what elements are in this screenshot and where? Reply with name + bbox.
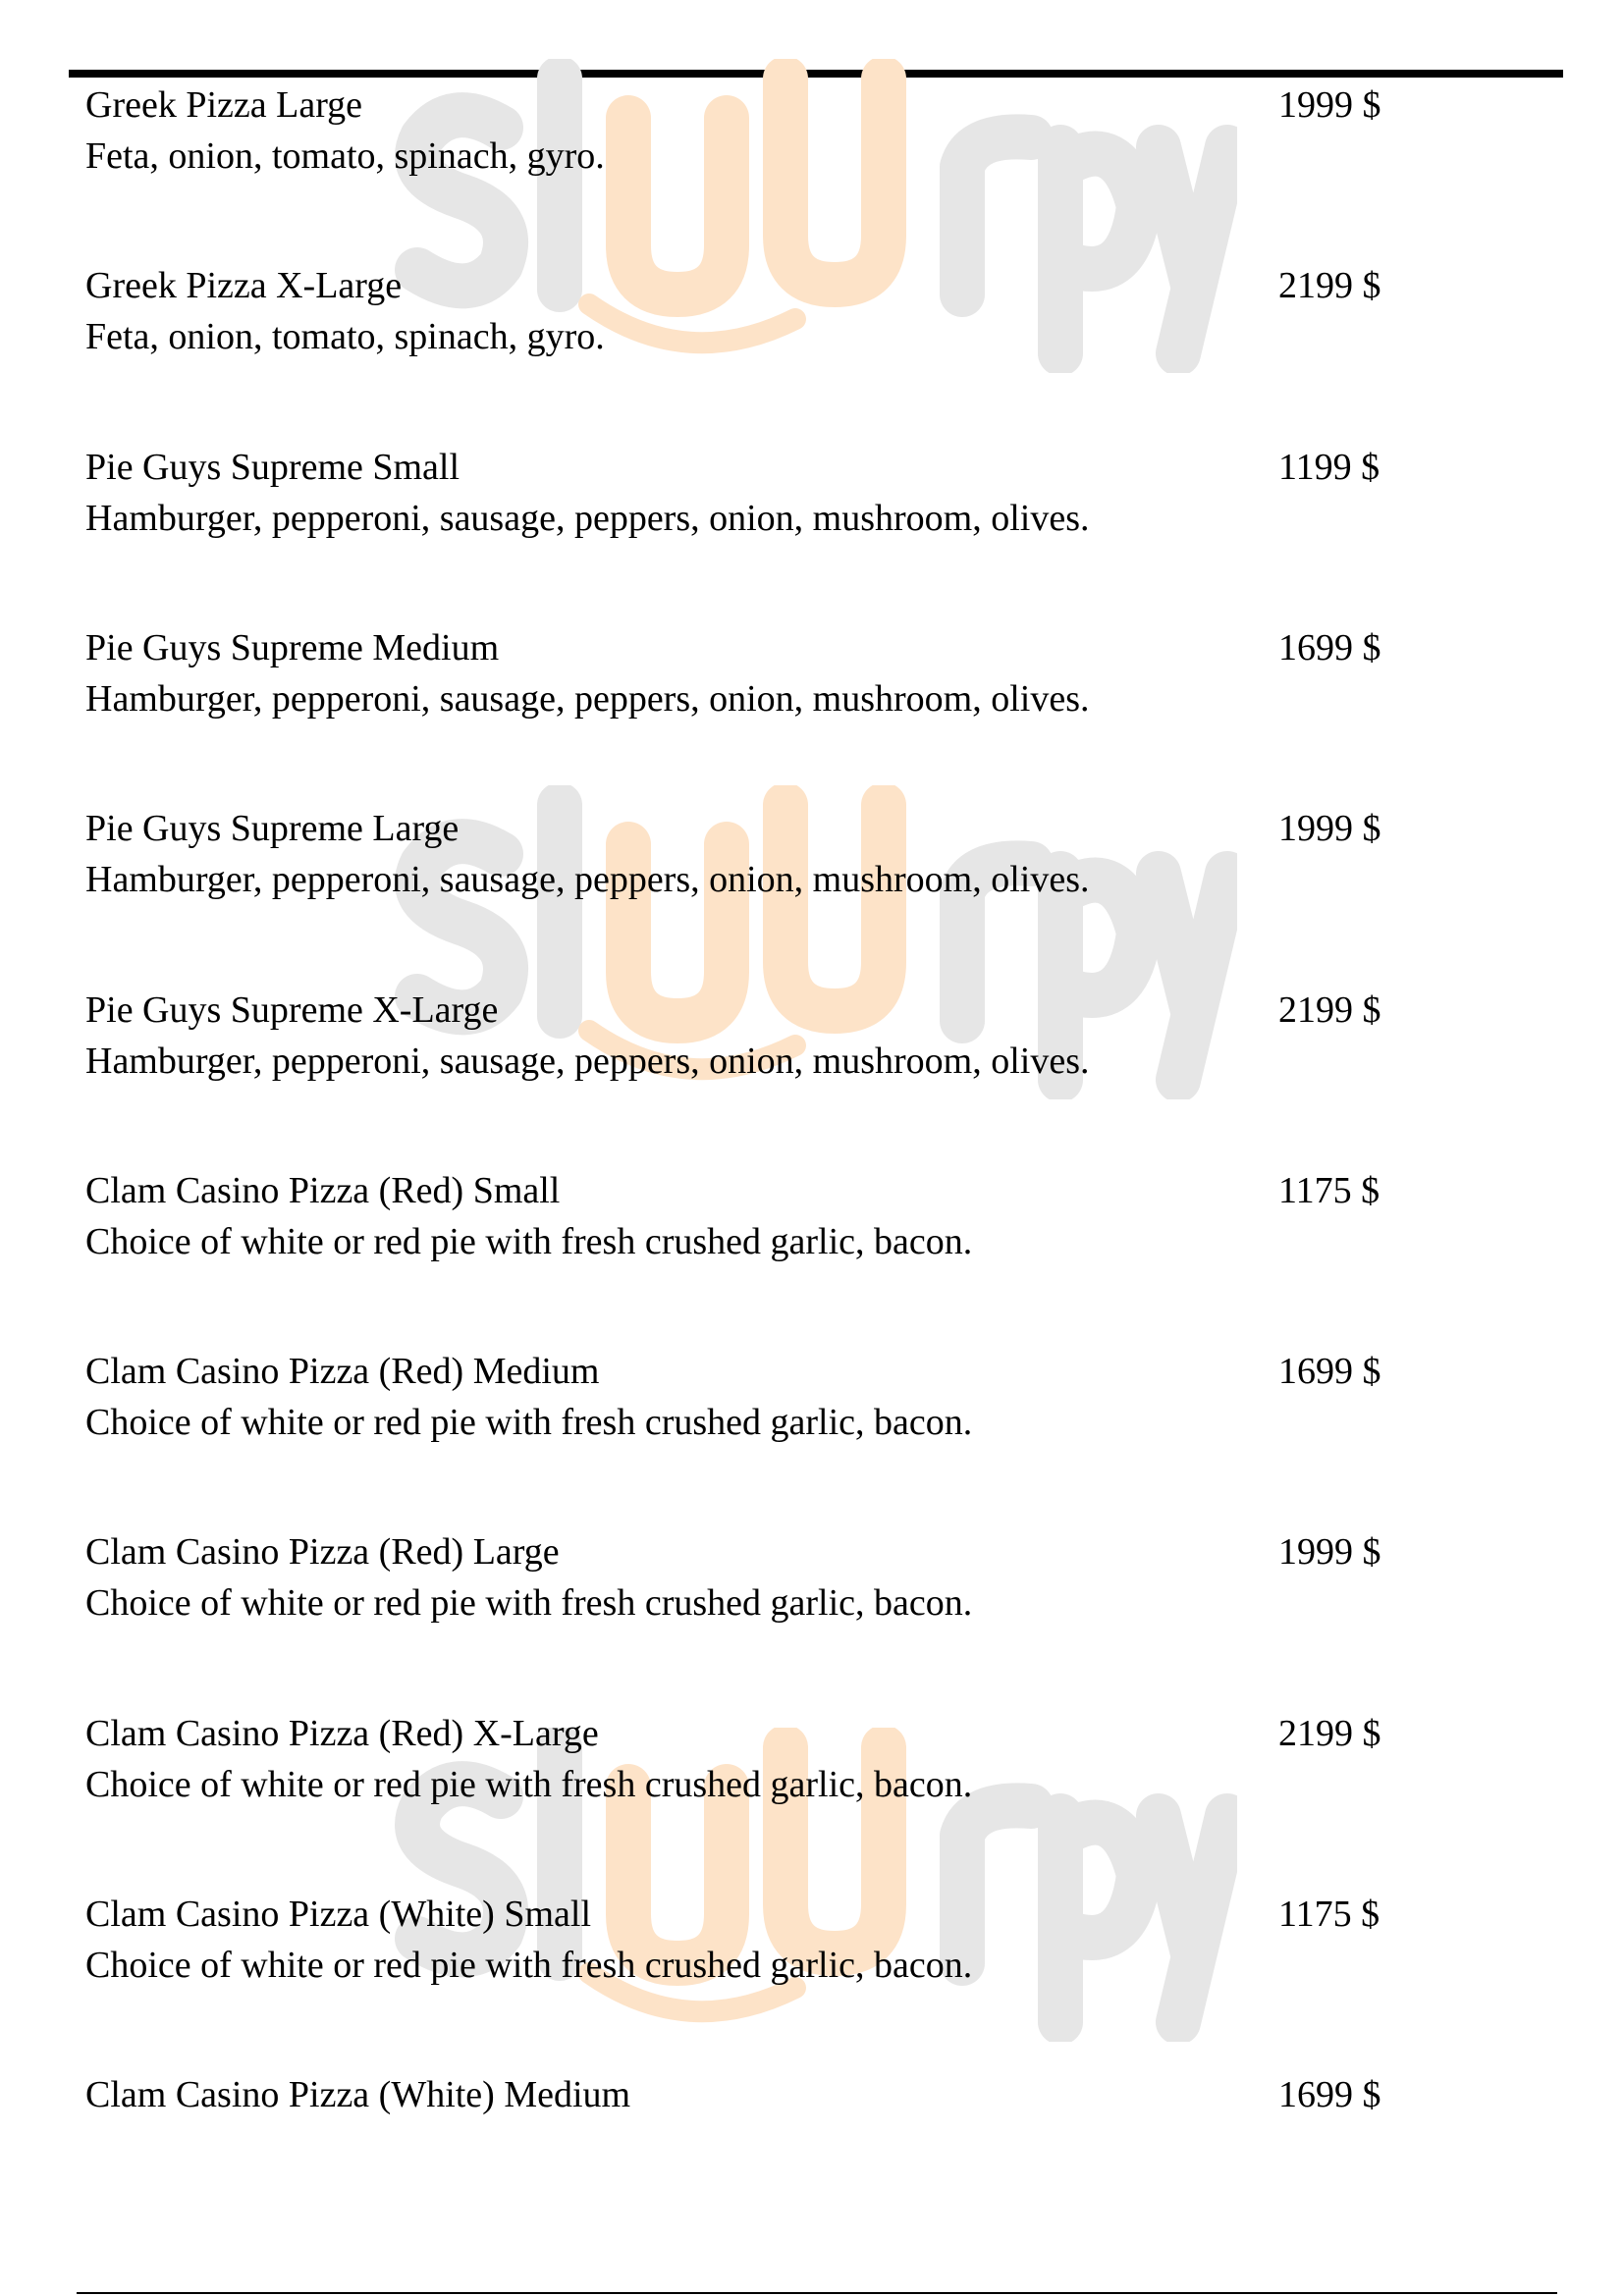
menu-item [85,626,1460,744]
item-description: Choice of white or red pie with fresh crushed garlic, bacon. [85,1763,973,1805]
item-price: 1699 $ [1278,2074,1381,2116]
menu-item [85,1712,1460,1830]
item-name: Clam Casino Pizza (White) Small [85,1894,592,1935]
menu-item [85,264,1460,382]
menu-item [85,988,1460,1106]
item-name: Clam Casino Pizza (Red) Medium [85,1351,600,1393]
item-price: 1175 $ [1278,1894,1380,1935]
item-description: Choice of white or red pie with fresh crushed garlic, bacon. [85,1220,973,1262]
item-description: Hamburger, pepperoni, sausage, peppers, onion, mushroom, olives. [85,859,1090,901]
item-price: 1999 $ [1278,84,1381,126]
item-name: Greek Pizza X-Large [85,265,403,307]
item-description: Feta, onion, tomato, spinach, gyro. [85,316,605,358]
item-description: Choice of white or red pie with fresh crushed garlic, bacon. [85,1582,973,1625]
item-price: 1175 $ [1278,1169,1380,1211]
item-name: Pie Guys Supreme Large [85,808,460,850]
item-description: Hamburger, pepperoni, sausage, peppers, onion, mushroom, olives. [85,677,1090,720]
item-name: Clam Casino Pizza (Red) Small [85,1169,561,1211]
item-description: Feta, onion, tomato, spinach, gyro. [85,135,605,177]
item-name: Pie Guys Supreme Medium [85,626,500,668]
menu-item [85,446,1460,563]
item-name: Clam Casino Pizza (Red) X-Large [85,1712,599,1754]
item-name: Clam Casino Pizza (Red) Large [85,1531,560,1574]
item-price: 1999 $ [1278,1531,1381,1574]
menu-item [85,1169,1460,1287]
menu-item [85,807,1460,925]
menu-item [85,1893,1460,2010]
menu-item [85,1350,1460,1468]
item-price: 1699 $ [1278,626,1381,668]
item-name: Pie Guys Supreme X-Large [85,988,499,1031]
item-name: Pie Guys Supreme Small [85,446,460,488]
menu-item [85,2073,1460,2191]
item-description: Hamburger, pepperoni, sausage, peppers, onion, mushroom, olives. [85,497,1090,539]
item-name: Clam Casino Pizza (White) Medium [85,2074,631,2116]
item-name: Greek Pizza Large [85,84,363,126]
item-price: 1699 $ [1278,1351,1381,1393]
menu-item [85,1530,1460,1648]
item-price: 1999 $ [1278,808,1381,850]
menu-item [85,83,1460,201]
item-description: Choice of white or red pie with fresh crushed garlic, bacon. [85,1945,973,1986]
item-description: Choice of white or red pie with fresh crushed garlic, bacon. [85,1402,973,1444]
item-price: 2199 $ [1278,988,1381,1031]
item-price: 2199 $ [1278,1712,1381,1754]
item-price: 2199 $ [1278,265,1381,307]
item-price: 1199 $ [1278,446,1380,488]
item-description: Hamburger, pepperoni, sausage, peppers, onion, mushroom, olives. [85,1040,1090,1082]
